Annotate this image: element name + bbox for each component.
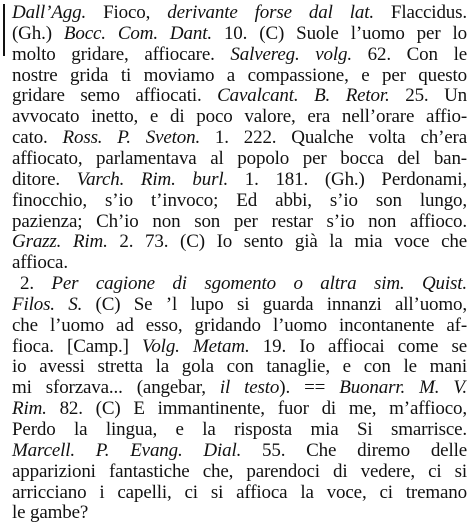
text-run: 2. 73. (C) Io sento già la mia voce che [107, 231, 467, 253]
text-run: che l’uomo ad esso, gridando l’uomo incontanente af- [12, 314, 467, 336]
italic-citation: Per cagione di sgomento o altra sim. Quist. [51, 273, 467, 295]
text-run: molto gridare, affiocare. [12, 43, 231, 65]
text-run: 25. Un [389, 85, 468, 107]
italic-citation: Volg. Metam. [141, 335, 250, 357]
text-run: 1. 222. Qualche volta ch’era [200, 127, 468, 149]
italic-citation: derivante forse dal lat. [167, 2, 374, 23]
text-line [12, 252, 467, 274]
text-run: 19. Io affiocai come se [249, 335, 467, 357]
text-line [12, 65, 467, 87]
text-line [12, 106, 467, 128]
text-run: 55. Che diremo delle [241, 439, 467, 461]
text-run: 82. (C) E immantinente, fuor di me, m’affioco, [46, 398, 467, 420]
text-run: Flaccidus. [373, 2, 467, 23]
text-line [12, 294, 467, 316]
italic-citation: Ross. P. Sveton. [62, 127, 201, 149]
text-line [12, 502, 467, 524]
text-line [12, 231, 467, 253]
text-line [12, 419, 467, 441]
text-line [12, 461, 467, 483]
margin-rule [3, 4, 5, 56]
text-run: le gambe? [12, 502, 89, 524]
text-run: nostre grida ti moviamo a compassione, e per questo [12, 64, 467, 86]
text-run: (C) Se ’l lupo si guarda innanzi all’uomo, [82, 293, 467, 315]
text-line [12, 44, 467, 66]
text-run: cato. [12, 127, 63, 149]
text-run: arricciano i capelli, ci si affioca la voce, ci tremano [12, 481, 467, 503]
text-line [12, 2, 467, 24]
text-run: 62. Con le [351, 43, 467, 65]
text-run: pazienza; Ch’io non son per restar s’io non affioco. [12, 210, 467, 232]
text-run: apparizioni fantastiche che, parendoci di vedere, ci si [12, 460, 467, 482]
text-run: (Gh.) [12, 22, 64, 44]
text-run: Perdo la lingua, e la risposta mia Si smarrisce. [12, 419, 467, 440]
italic-citation: Dall’Agg. [12, 2, 87, 23]
text-line [12, 148, 467, 170]
text-run: ditore. [12, 168, 77, 190]
italic-citation: il testo [219, 377, 280, 399]
italic-citation: Grazz. Rim. [12, 231, 108, 253]
text-line [12, 127, 467, 149]
text-run: 10. (C) Suole l’uomo per lo [211, 22, 467, 44]
italic-citation: Filos. S. [12, 293, 83, 315]
text-line [12, 211, 467, 233]
text-run: fioca. [Camp.] [12, 335, 142, 357]
text-line [12, 190, 467, 212]
text-run: 1. 181. (Gh.) Perdonami, [228, 168, 467, 190]
text-run: avvocato inetto, e di poco valore, era nell’orare affio- [12, 106, 467, 128]
text-run: io avessi stretta la gola con tanaglie, e con le mani [12, 356, 467, 378]
italic-citation: Bocc. Com. Dant. [63, 22, 212, 44]
text-line [12, 356, 467, 378]
italic-citation: Marcell. P. Evang. Dial. [12, 439, 242, 461]
text-run: ). == [279, 377, 340, 399]
text-line [12, 85, 467, 107]
text-line [12, 440, 467, 462]
text-line [12, 315, 467, 337]
italic-citation: Rim. [12, 398, 47, 420]
text-line [12, 273, 467, 295]
text-run: Fioco, [86, 2, 168, 23]
italic-citation: Buonarr. M. V. [339, 377, 467, 399]
italic-citation: Varch. Rim. burl. [76, 168, 229, 190]
text-line [12, 23, 467, 45]
italic-citation: Salvereg. volg. [230, 43, 352, 65]
text-run: affiocato, parlamentava al popolo per bocca del ban- [12, 147, 467, 169]
text-line [12, 336, 467, 358]
text-line [12, 377, 467, 399]
text-run: mi sforzava... (angebar, [12, 377, 220, 399]
italic-citation: Cavalcant. B. Retor. [217, 85, 390, 107]
text-line [12, 169, 467, 191]
text-run: finocchio, s’io t’invoco; Ed abbi, s’io son lungo, [12, 189, 467, 211]
text-line [12, 398, 467, 420]
text-run: 2. [20, 273, 52, 295]
text-line [12, 482, 467, 504]
text-run: affioca. [12, 252, 68, 274]
text-run: gridare semo affiocati. [12, 85, 218, 107]
